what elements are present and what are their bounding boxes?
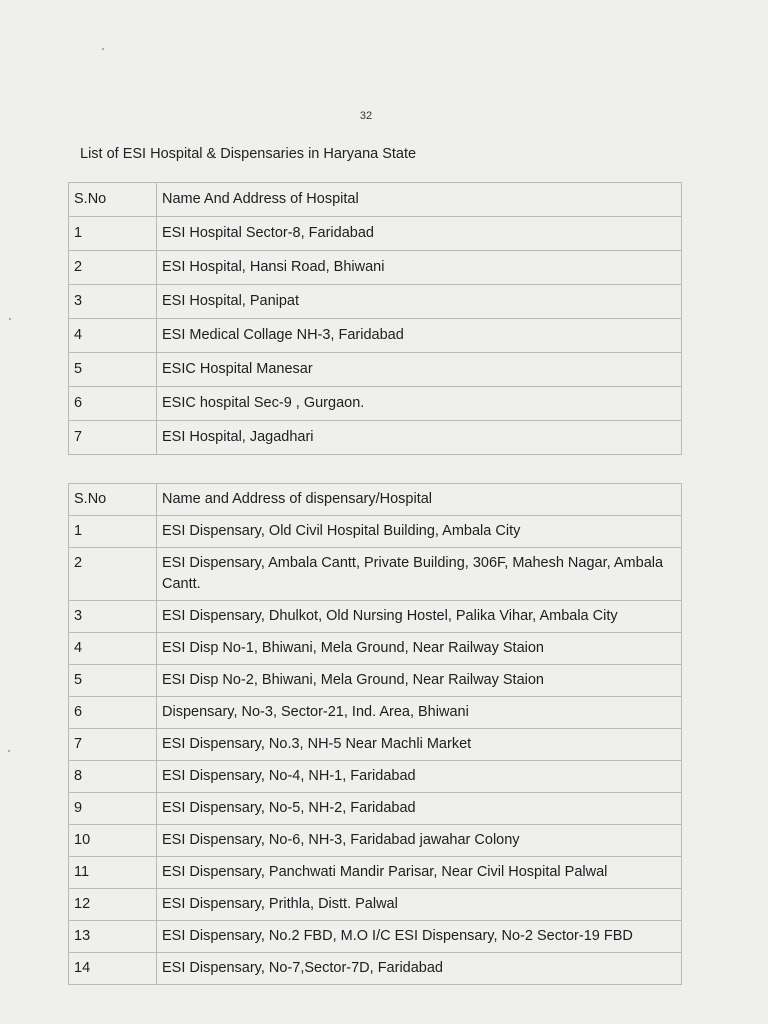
scan-speck bbox=[9, 318, 11, 320]
table-row bbox=[69, 697, 682, 729]
row-name-address: ESI Medical Collage NH-3, Faridabad bbox=[157, 319, 682, 353]
row-sno: 1 bbox=[69, 516, 157, 548]
table-row bbox=[69, 761, 682, 793]
table-row bbox=[69, 921, 682, 953]
row-name-address: ESIC hospital Sec-9 , Gurgaon. bbox=[157, 387, 682, 421]
row-sno: 5 bbox=[69, 665, 157, 697]
table-row bbox=[69, 353, 682, 387]
row-name-address: Dispensary, No-3, Sector-21, Ind. Area, Bhiwani bbox=[157, 697, 682, 729]
row-sno: 2 bbox=[69, 548, 157, 601]
table-row bbox=[69, 217, 682, 251]
table-header-row bbox=[69, 183, 682, 217]
row-sno: 4 bbox=[69, 319, 157, 353]
header-name-address: Name And Address of Hospital bbox=[157, 183, 682, 217]
table-row bbox=[69, 633, 682, 665]
header-sno: S.No bbox=[69, 183, 157, 217]
table-row bbox=[69, 665, 682, 697]
row-name-address: ESI Dispensary, Dhulkot, Old Nursing Hostel, Palika Vihar, Ambala City bbox=[157, 601, 682, 633]
table-row bbox=[69, 319, 682, 353]
row-sno: 3 bbox=[69, 285, 157, 319]
row-name-address: ESI Dispensary, No-7,Sector-7D, Faridabad bbox=[157, 953, 682, 985]
row-name-address: ESI Disp No-2, Bhiwani, Mela Ground, Near Railway Staion bbox=[157, 665, 682, 697]
row-sno: 11 bbox=[69, 857, 157, 889]
table-row bbox=[69, 889, 682, 921]
row-sno: 7 bbox=[69, 729, 157, 761]
row-sno: 6 bbox=[69, 387, 157, 421]
row-name-address: ESI Dispensary, Old Civil Hospital Building, Ambala City bbox=[157, 516, 682, 548]
row-name-address: ESI Dispensary, Panchwati Mandir Parisar, Near Civil Hospital Palwal bbox=[157, 857, 682, 889]
table-row bbox=[69, 825, 682, 857]
row-sno: 13 bbox=[69, 921, 157, 953]
row-name-address: ESI Disp No-1, Bhiwani, Mela Ground, Near Railway Staion bbox=[157, 633, 682, 665]
row-sno: 3 bbox=[69, 601, 157, 633]
table-row bbox=[69, 729, 682, 761]
header-name-address: Name and Address of dispensary/Hospital bbox=[157, 484, 682, 516]
row-name-address: ESI Dispensary, No-4, NH-1, Faridabad bbox=[157, 761, 682, 793]
hospital-table bbox=[68, 182, 682, 455]
table-row bbox=[69, 601, 682, 633]
row-name-address: ESI Hospital Sector-8, Faridabad bbox=[157, 217, 682, 251]
row-sno: 8 bbox=[69, 761, 157, 793]
row-sno: 9 bbox=[69, 793, 157, 825]
scan-speck bbox=[8, 750, 10, 752]
row-name-address: ESI Hospital, Panipat bbox=[157, 285, 682, 319]
row-name-address: ESI Dispensary, Ambala Cantt, Private Building, 306F, Mahesh Nagar, Ambala Cantt. bbox=[157, 548, 682, 601]
row-sno: 14 bbox=[69, 953, 157, 985]
table-row bbox=[69, 285, 682, 319]
table-row bbox=[69, 857, 682, 889]
row-name-address: ESI Dispensary, No-6, NH-3, Faridabad jawahar Colony bbox=[157, 825, 682, 857]
row-sno: 7 bbox=[69, 421, 157, 455]
table-header-row bbox=[69, 484, 682, 516]
row-sno: 10 bbox=[69, 825, 157, 857]
document-title: List of ESI Hospital & Dispensaries in Haryana State bbox=[80, 146, 417, 162]
row-name-address: ESI Dispensary, No-5, NH-2, Faridabad bbox=[157, 793, 682, 825]
scan-speck bbox=[102, 48, 104, 50]
row-sno: 4 bbox=[69, 633, 157, 665]
row-name-address: ESI Hospital, Jagadhari bbox=[157, 421, 682, 455]
table-row bbox=[69, 251, 682, 285]
row-name-address: ESI Dispensary, Prithla, Distt. Palwal bbox=[157, 889, 682, 921]
page-number: 32 bbox=[359, 110, 373, 122]
row-sno: 5 bbox=[69, 353, 157, 387]
table-row bbox=[69, 387, 682, 421]
header-sno: S.No bbox=[69, 484, 157, 516]
row-name-address: ESI Dispensary, No.3, NH-5 Near Machli Market bbox=[157, 729, 682, 761]
row-name-address: ESIC Hospital Manesar bbox=[157, 353, 682, 387]
row-sno: 6 bbox=[69, 697, 157, 729]
row-sno: 12 bbox=[69, 889, 157, 921]
dispensary-table bbox=[68, 483, 682, 985]
table-row bbox=[69, 793, 682, 825]
table-row bbox=[69, 516, 682, 548]
row-name-address: ESI Hospital, Hansi Road, Bhiwani bbox=[157, 251, 682, 285]
row-sno: 2 bbox=[69, 251, 157, 285]
table-row bbox=[69, 421, 682, 455]
table-row bbox=[69, 548, 682, 601]
row-name-address: ESI Dispensary, No.2 FBD, M.O I/C ESI Dispensary, No-2 Sector-19 FBD bbox=[157, 921, 682, 953]
row-sno: 1 bbox=[69, 217, 157, 251]
table-row bbox=[69, 953, 682, 985]
